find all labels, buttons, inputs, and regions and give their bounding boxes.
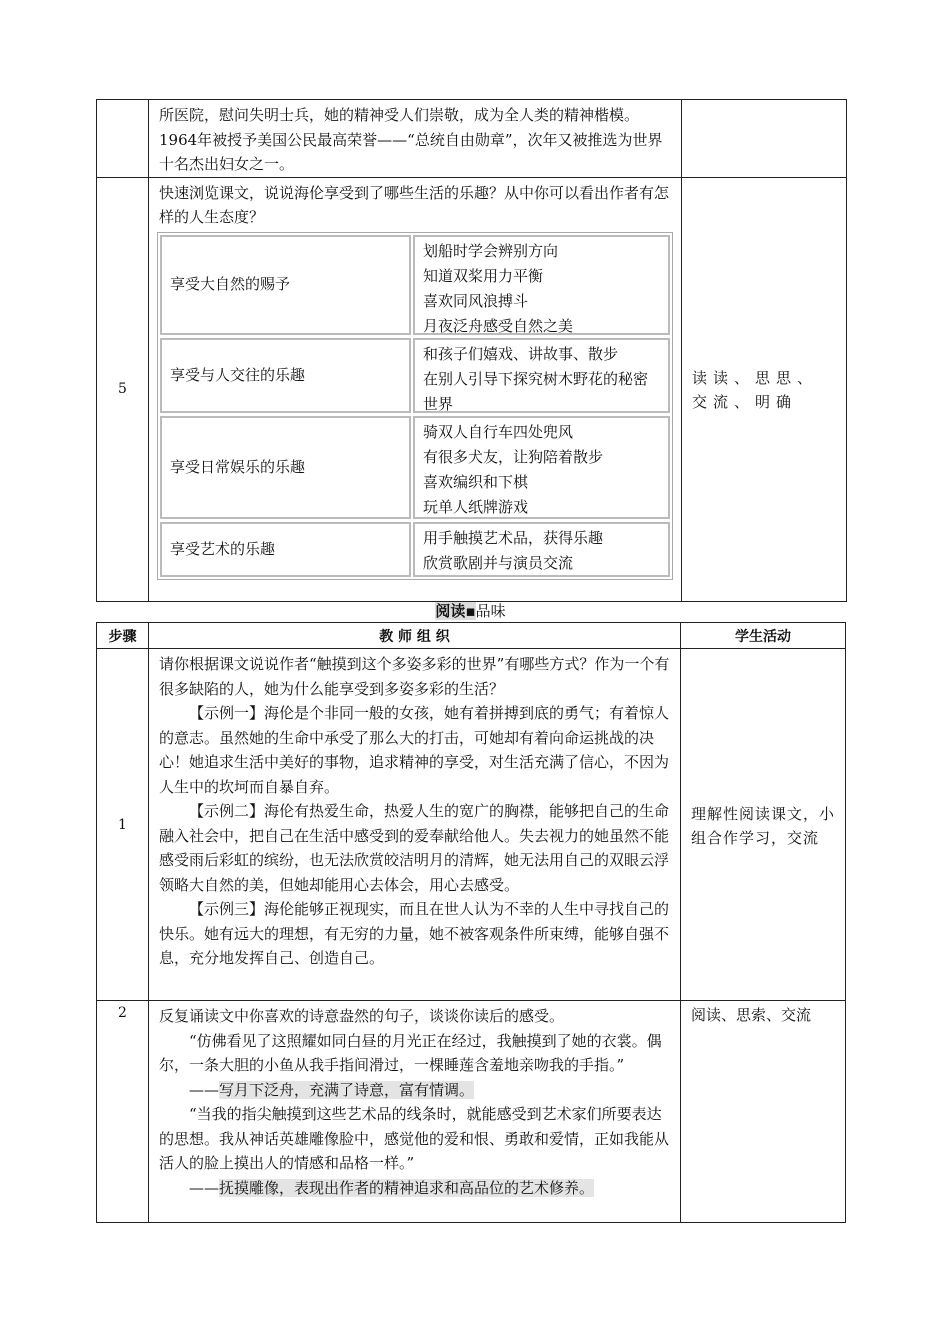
lesson-table-top — [96, 99, 847, 602]
life-joys-table — [157, 232, 673, 580]
list-item — [160, 522, 670, 577]
section-title-a: 阅读 — [435, 602, 466, 620]
table-header-row — [97, 623, 846, 649]
teacher-question: 请你根据课文说说作者“触摸到这个多姿多彩的世界”有哪些方式？作为一个有很多缺陷的人，她为什么能享受到多姿多彩的生活？ — [159, 655, 670, 698]
student-activity: 阅读、思索、交流 — [681, 1001, 846, 1223]
lesson-table-reading — [96, 622, 846, 1223]
step-number — [97, 100, 149, 178]
joy-details: 用手触摸艺术品，获得乐趣 欣赏歌剧并与演员交流 — [413, 522, 670, 577]
list-item — [160, 235, 670, 335]
teacher-text: 所医院，慰问失明士兵，她的精神受人们崇敬，成为全人类的精神楷模。1964年被授予美国公民最高荣誉——“总统自由勋章”，次年又被推选为世界十名杰出妇女之一。 — [159, 106, 663, 173]
quote-two: “当我的指尖触摸到这些艺术品的线条时，就能感受到艺术家们所要表达的思想。我从神话英雄雕像脸中，感觉他的爱和恨、勇敢和爱情，正如我能从活人的脸上摸出人的情感和品格一样。” — [159, 1105, 670, 1172]
joy-category: 享受与人交往的乐趣 — [160, 338, 411, 413]
joy-category: 享受艺术的乐趣 — [160, 522, 411, 577]
table-row — [97, 100, 847, 178]
list-item — [160, 416, 670, 519]
joy-category: 享受日常娱乐的乐趣 — [160, 416, 411, 519]
step-number: 5 — [97, 177, 149, 601]
example-one: 【示例一】海伦是个非同一般的女孩，她有着拼搏到底的勇气；有着惊人的意志。虽然她的生命中承受了那么大的打击，可她却有着向命运挑战的决心！她追求生活中美好的事物，追求精神的享受，对生活充满了信心，不因为人生中的坎坷而自暴自弃。 — [159, 704, 670, 796]
quote-one: “仿佛看见了这照耀如同白昼的月光正在经过，我触摸到了她的衣裳。偶尔，一条大胆的小鱼从我手指间滑过，一棵睡莲含羞地亲吻我的手指。” — [159, 1031, 662, 1074]
table-row — [97, 649, 846, 1001]
column-header-student: 学生活动 — [681, 623, 846, 649]
section-title-b: 品味 — [475, 602, 506, 620]
joy-details: 划船时学会辨别方向 知道双桨用力平衡 喜欢同风浪搏斗 月夜泛舟感受自然之美 — [413, 235, 670, 335]
example-three: 【示例三】海伦能够正视现实，而且在世人认为不幸的人生中寻找自己的快乐。她有远大的理想，有无穷的力量，她不被客观条件所束缚，能够自强不息，充分地发挥自己、创造自己。 — [159, 900, 670, 967]
comment-one: ——写月下泛舟，充满了诗意，富有情调。 — [189, 1080, 475, 1099]
teacher-question: 反复诵读文中你喜欢的诗意盎然的句子，谈谈你读后的感受。 — [159, 1007, 565, 1025]
column-header-step: 步骤 — [97, 623, 149, 649]
step-number: 1 — [97, 649, 149, 1001]
example-two: 【示例二】海伦有热爱生命，热爱人生的宽广的胸襟，能够把自己的生命融入社会中，把自己在生活中感受到的爱奉献给他人。失去视力的她虽然不能感受雨后彩虹的缤纷，也无法欣赏皎洁明月的清辉，她无法用自己的双眼云浮领略大自然的美，但她却能用心去体会，用心去感受。 — [159, 802, 670, 894]
column-header-teacher: 教 师 组 织 — [149, 623, 681, 649]
student-activity: 读读、思思、交流、明确 — [682, 177, 847, 601]
section-heading — [96, 600, 845, 622]
table-row — [97, 177, 847, 601]
teacher-question: 快速浏览课文，说说海伦享受到了哪些生活的乐趣？从中你可以看出作者有怎样的人生态度？ — [159, 183, 670, 226]
comment-two: ——抚摸雕像，表现出作者的精神追求和高品位的艺术修养。 — [189, 1178, 595, 1197]
joy-details: 和孩子们嬉戏、讲故事、散步 在别人引导下探究树木野花的秘密世界 — [413, 338, 670, 413]
student-activity: 理解性阅读课文，小组合作学习，交流 — [681, 649, 846, 1001]
section-dot: ▪ — [465, 602, 476, 620]
list-item — [160, 338, 670, 413]
joy-category: 享受大自然的赐予 — [160, 235, 411, 335]
table-row — [97, 1001, 846, 1223]
student-activity — [682, 100, 847, 178]
joy-details: 骑双人自行车四处兜风 有很多犬友，让狗陪着散步 喜欢编织和下棋 玩单人纸牌游戏 — [413, 416, 670, 519]
step-number: 2 — [97, 1001, 149, 1223]
